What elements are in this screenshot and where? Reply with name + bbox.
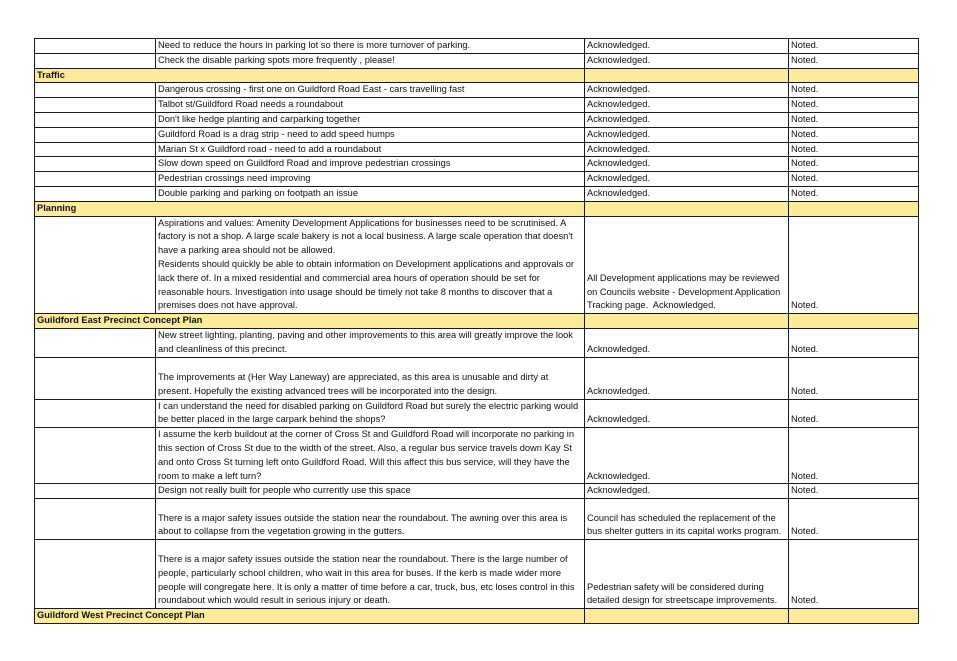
table-row [35, 39, 919, 54]
section-title: Planning [35, 201, 585, 216]
outcome-cell: Noted. [789, 157, 919, 172]
comment-cell: The improvements at (Her Way Laneway) are appreciated, as this area is unusable and dirty at present. Hopefully the existing advanced trees will be incorporated into the design. [156, 357, 585, 399]
comment-cell: Check the disable parking spots more frequently , please! [156, 53, 585, 68]
section-header-row [35, 609, 919, 624]
table-row [35, 484, 919, 499]
response-cell: Acknowledged. [585, 98, 789, 113]
response-cell: Acknowledged. [585, 53, 789, 68]
blank-lead-cell [35, 127, 156, 142]
response-cell: Acknowledged. [585, 186, 789, 201]
comment-cell: New street lighting, planting, paving and other improvements to this area will greatly improve the look and cleanliness of this precinct. [156, 328, 585, 357]
table-row [35, 540, 919, 609]
comment-cell: Aspirations and values: Amenity Development Applications for businesses need to be scrutinised. A factory is not a shop. A large scale bakery is not a local business. A large scale operation that doesn't have a parking area should not be allowed. Residents should quickly be able to obtain information on Development applications and approvals or lack there of. In a mixed residential and commercial area hours of operation should be set for reasonable hours. Investigation into usage should be timely not take 8 months to discover that a premises does not have approval. [156, 216, 585, 314]
response-cell: Acknowledged. [585, 399, 789, 428]
comment-cell: Talbot st/Guildford Road needs a roundabout [156, 98, 585, 113]
section-blank-response [585, 314, 789, 329]
blank-lead-cell [35, 112, 156, 127]
outcome-cell: Noted. [789, 83, 919, 98]
blank-lead-cell [35, 499, 156, 540]
consultation-feedback-table [34, 38, 919, 624]
table-row [35, 142, 919, 157]
response-cell: All Development applications may be reviewed on Councils website - Development Application Tracking page. Acknowledged. [585, 216, 789, 314]
section-blank-response [585, 201, 789, 216]
comment-cell: There is a major safety issues outside the station near the roundabout. The awning over this area is about to collapse from the vegetation growing in the gutters. [156, 499, 585, 540]
response-cell: Acknowledged. [585, 142, 789, 157]
blank-lead-cell [35, 53, 156, 68]
table-row [35, 216, 919, 314]
response-cell: Acknowledged. [585, 39, 789, 54]
blank-lead-cell [35, 172, 156, 187]
outcome-cell: Noted. [789, 328, 919, 357]
comment-cell: There is a major safety issues outside the station near the roundabout. There is the large number of people, particularly school children, who wait in this area for buses. If the kerb is made wider more people will congregate here. It is only a matter of time before a car, truck, bus, etc loses control in this roundabout which would result in serious injury or death. [156, 540, 585, 609]
table-row [35, 98, 919, 113]
section-header-row [35, 201, 919, 216]
outcome-cell: Noted. [789, 484, 919, 499]
table-row [35, 83, 919, 98]
comment-cell: Double parking and parking on footpath an issue [156, 186, 585, 201]
table-row [35, 157, 919, 172]
blank-lead-cell [35, 83, 156, 98]
outcome-cell: Noted. [789, 499, 919, 540]
response-cell: Acknowledged. [585, 157, 789, 172]
comment-cell: Dangerous crossing - first one on Guildford Road East - cars travelling fast [156, 83, 585, 98]
comment-cell: Pedestrian crossings need improving [156, 172, 585, 187]
table-row [35, 328, 919, 357]
comment-cell: Slow down speed on Guildford Road and improve pedestrian crossings [156, 157, 585, 172]
blank-lead-cell [35, 39, 156, 54]
comment-cell: Design not really built for people who currently use this space [156, 484, 585, 499]
table-row [35, 499, 919, 540]
response-cell: Council has scheduled the replacement of the bus shelter gutters in its capital works program. [585, 499, 789, 540]
section-title: Traffic [35, 68, 585, 83]
outcome-cell: Noted. [789, 428, 919, 484]
section-blank-outcome [789, 609, 919, 624]
table-row [35, 186, 919, 201]
outcome-cell: Noted. [789, 216, 919, 314]
section-blank-outcome [789, 201, 919, 216]
section-header-row [35, 314, 919, 329]
section-blank-response [585, 68, 789, 83]
response-cell: Acknowledged. [585, 112, 789, 127]
response-cell: Acknowledged. [585, 428, 789, 484]
blank-lead-cell [35, 540, 156, 609]
table-row [35, 127, 919, 142]
comment-cell: I assume the kerb buildout at the corner of Cross St and Guildford Road will incorporate no parking in this section of Cross St due to the width of the street. Also, a regular bus service travels down Kay St and onto Cross St turning left onto Guildford Road. Will this affect this bus service, will they have the room to make a left turn? [156, 428, 585, 484]
section-title: Guildford East Precinct Concept Plan [35, 314, 585, 329]
outcome-cell: Noted. [789, 127, 919, 142]
response-cell: Acknowledged. [585, 127, 789, 142]
blank-lead-cell [35, 357, 156, 399]
blank-lead-cell [35, 186, 156, 201]
blank-lead-cell [35, 328, 156, 357]
comment-cell: I can understand the need for disabled parking on Guildford Road but surely the electric parking would be better placed in the large carpark behind the shops? [156, 399, 585, 428]
blank-lead-cell [35, 399, 156, 428]
section-blank-outcome [789, 314, 919, 329]
response-cell: Pedestrian safety will be considered during detailed design for streetscape improvements. [585, 540, 789, 609]
response-cell: Acknowledged. [585, 484, 789, 499]
comment-cell: Don't like hedge planting and carparking together [156, 112, 585, 127]
comment-cell: Marian St x Guildford road - need to add a roundabout [156, 142, 585, 157]
blank-lead-cell [35, 216, 156, 314]
outcome-cell: Noted. [789, 39, 919, 54]
blank-lead-cell [35, 428, 156, 484]
section-title: Guildford West Precinct Concept Plan [35, 609, 585, 624]
outcome-cell: Noted. [789, 142, 919, 157]
outcome-cell: Noted. [789, 357, 919, 399]
blank-lead-cell [35, 142, 156, 157]
outcome-cell: Noted. [789, 112, 919, 127]
response-cell: Acknowledged. [585, 172, 789, 187]
table-row [35, 112, 919, 127]
outcome-cell: Noted. [789, 98, 919, 113]
comment-cell: Guildford Road is a drag strip - need to add speed humps [156, 127, 585, 142]
blank-lead-cell [35, 484, 156, 499]
response-cell: Acknowledged. [585, 83, 789, 98]
table-row [35, 172, 919, 187]
outcome-cell: Noted. [789, 399, 919, 428]
blank-lead-cell [35, 98, 156, 113]
section-header-row [35, 68, 919, 83]
table-row [35, 53, 919, 68]
section-blank-outcome [789, 68, 919, 83]
table-row [35, 357, 919, 399]
outcome-cell: Noted. [789, 53, 919, 68]
table-row [35, 428, 919, 484]
comment-cell: Need to reduce the hours in parking lot so there is more turnover of parking. [156, 39, 585, 54]
response-cell: Acknowledged. [585, 357, 789, 399]
section-blank-response [585, 609, 789, 624]
outcome-cell: Noted. [789, 540, 919, 609]
table-body [35, 39, 919, 624]
table-row [35, 399, 919, 428]
blank-lead-cell [35, 157, 156, 172]
outcome-cell: Noted. [789, 172, 919, 187]
outcome-cell: Noted. [789, 186, 919, 201]
response-cell: Acknowledged. [585, 328, 789, 357]
